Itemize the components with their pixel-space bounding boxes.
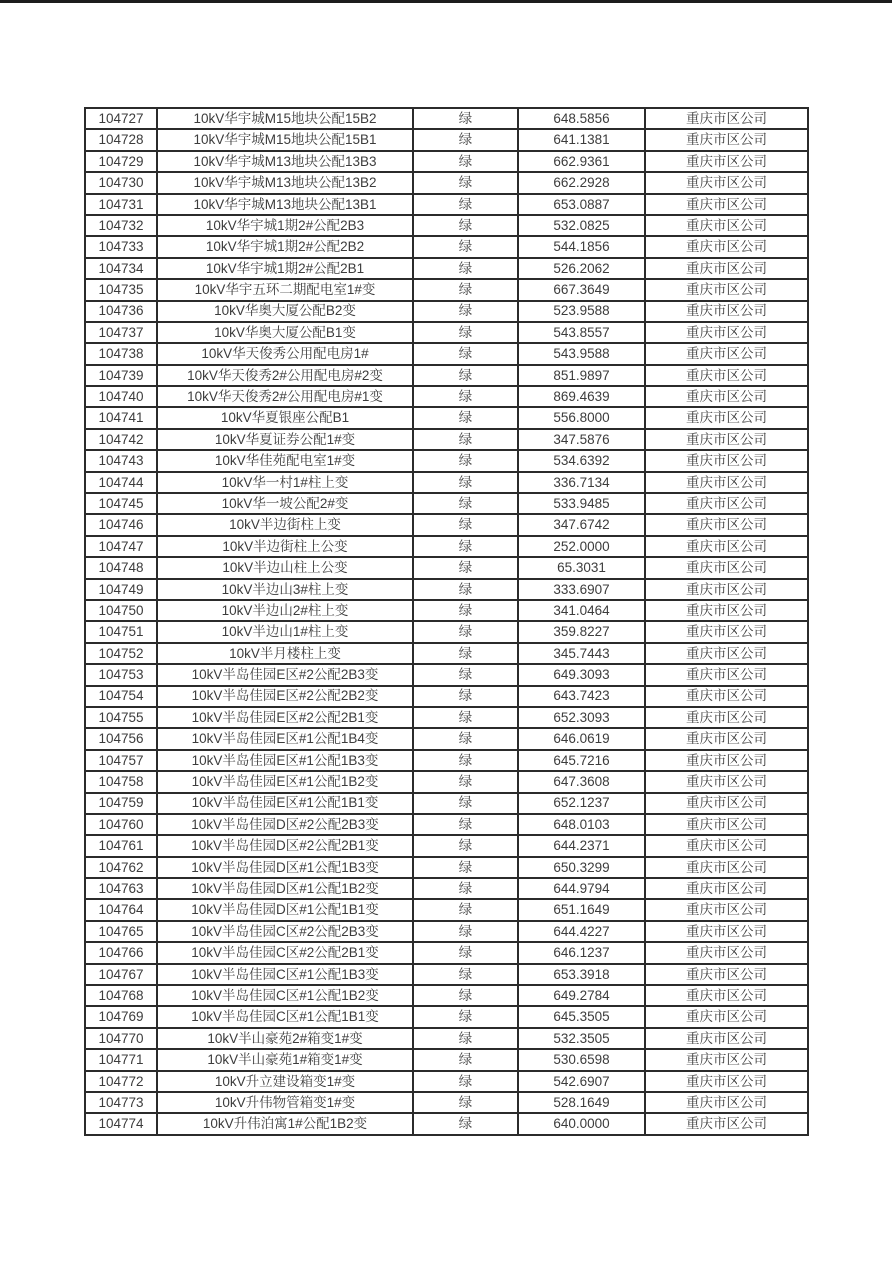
cell-company: 重庆市区公司 [645, 514, 808, 535]
cell-id: 104727 [85, 108, 157, 129]
cell-status: 绿 [413, 386, 518, 407]
cell-company: 重庆市区公司 [645, 899, 808, 920]
table-row [85, 322, 808, 343]
cell-status: 绿 [413, 536, 518, 557]
cell-status: 绿 [413, 600, 518, 621]
cell-status: 绿 [413, 108, 518, 129]
cell-name: 10kV半月楼柱上变 [157, 643, 413, 664]
cell-id: 104757 [85, 750, 157, 771]
cell-name: 10kV华宇五环二期配电室1#变 [157, 279, 413, 300]
cell-id: 104734 [85, 258, 157, 279]
cell-status: 绿 [413, 1092, 518, 1113]
cell-company: 重庆市区公司 [645, 942, 808, 963]
cell-value: 662.2928 [518, 172, 645, 193]
cell-id: 104749 [85, 579, 157, 600]
cell-company: 重庆市区公司 [645, 1028, 808, 1049]
cell-id: 104758 [85, 771, 157, 792]
cell-status: 绿 [413, 835, 518, 856]
cell-company: 重庆市区公司 [645, 964, 808, 985]
cell-value: 653.3918 [518, 964, 645, 985]
cell-id: 104763 [85, 878, 157, 899]
cell-id: 104737 [85, 322, 157, 343]
cell-value: 542.6907 [518, 1071, 645, 1092]
cell-value: 65.3031 [518, 557, 645, 578]
cell-status: 绿 [413, 793, 518, 814]
cell-status: 绿 [413, 514, 518, 535]
cell-id: 104735 [85, 279, 157, 300]
cell-name: 10kV半岛佳园D区#2公配2B3变 [157, 814, 413, 835]
cell-name: 10kV半边街柱上变 [157, 514, 413, 535]
cell-company: 重庆市区公司 [645, 1092, 808, 1113]
cell-id: 104747 [85, 536, 157, 557]
cell-value: 345.7443 [518, 643, 645, 664]
cell-status: 绿 [413, 151, 518, 172]
cell-id: 104761 [85, 835, 157, 856]
cell-name: 10kV半岛佳园E区#2公配2B3变 [157, 664, 413, 685]
cell-name: 10kV华佳苑配电室1#变 [157, 450, 413, 471]
cell-company: 重庆市区公司 [645, 194, 808, 215]
table-row [85, 686, 808, 707]
cell-value: 543.9588 [518, 343, 645, 364]
cell-name: 10kV华一坡公配2#变 [157, 493, 413, 514]
cell-id: 104733 [85, 236, 157, 257]
cell-id: 104741 [85, 407, 157, 428]
table-row [85, 1006, 808, 1027]
table-row [85, 814, 808, 835]
cell-value: 667.3649 [518, 279, 645, 300]
cell-id: 104748 [85, 557, 157, 578]
cell-value: 644.2371 [518, 835, 645, 856]
cell-id: 104729 [85, 151, 157, 172]
cell-name: 10kV华宇城1期2#公配2B1 [157, 258, 413, 279]
cell-name: 10kV升伟泊寓1#公配1B2变 [157, 1113, 413, 1134]
cell-name: 10kV半岛佳园E区#1公配1B3变 [157, 750, 413, 771]
cell-value: 528.1649 [518, 1092, 645, 1113]
cell-value: 643.7423 [518, 686, 645, 707]
cell-id: 104765 [85, 921, 157, 942]
cell-company: 重庆市区公司 [645, 921, 808, 942]
cell-status: 绿 [413, 279, 518, 300]
cell-company: 重庆市区公司 [645, 172, 808, 193]
cell-name: 10kV半山豪苑2#箱变1#变 [157, 1028, 413, 1049]
cell-status: 绿 [413, 258, 518, 279]
cell-value: 652.3093 [518, 707, 645, 728]
table-row [85, 172, 808, 193]
cell-company: 重庆市区公司 [645, 1071, 808, 1092]
cell-id: 104754 [85, 686, 157, 707]
table-row [85, 365, 808, 386]
cell-id: 104746 [85, 514, 157, 535]
cell-id: 104756 [85, 728, 157, 749]
cell-value: 653.0887 [518, 194, 645, 215]
cell-status: 绿 [413, 921, 518, 942]
cell-id: 104764 [85, 899, 157, 920]
cell-name: 10kV半岛佳园D区#1公配1B2变 [157, 878, 413, 899]
table-row [85, 472, 808, 493]
cell-status: 绿 [413, 450, 518, 471]
cell-id: 104768 [85, 985, 157, 1006]
cell-value: 644.9794 [518, 878, 645, 899]
cell-value: 648.0103 [518, 814, 645, 835]
cell-name: 10kV华天俊秀2#公用配电房#2变 [157, 365, 413, 386]
table-row [85, 215, 808, 236]
table-row [85, 194, 808, 215]
cell-id: 104751 [85, 621, 157, 642]
cell-name: 10kV半边山3#柱上变 [157, 579, 413, 600]
table-row [85, 621, 808, 642]
cell-id: 104738 [85, 343, 157, 364]
table-row [85, 942, 808, 963]
cell-company: 重庆市区公司 [645, 557, 808, 578]
cell-id: 104773 [85, 1092, 157, 1113]
cell-name: 10kV华宇城M15地块公配15B1 [157, 129, 413, 150]
table-row [85, 878, 808, 899]
cell-value: 347.5876 [518, 429, 645, 450]
table-row [85, 985, 808, 1006]
cell-name: 10kV华一村1#柱上变 [157, 472, 413, 493]
cell-name: 10kV华天俊秀2#公用配电房#1变 [157, 386, 413, 407]
table-row [85, 1049, 808, 1070]
cell-company: 重庆市区公司 [645, 407, 808, 428]
cell-status: 绿 [413, 878, 518, 899]
cell-id: 104774 [85, 1113, 157, 1134]
cell-company: 重庆市区公司 [645, 236, 808, 257]
cell-id: 104755 [85, 707, 157, 728]
cell-company: 重庆市区公司 [645, 322, 808, 343]
cell-id: 104771 [85, 1049, 157, 1070]
cell-name: 10kV华宇城M13地块公配13B2 [157, 172, 413, 193]
cell-status: 绿 [413, 664, 518, 685]
cell-status: 绿 [413, 1006, 518, 1027]
cell-id: 104762 [85, 857, 157, 878]
cell-company: 重庆市区公司 [645, 600, 808, 621]
cell-company: 重庆市区公司 [645, 1113, 808, 1134]
cell-status: 绿 [413, 407, 518, 428]
cell-company: 重庆市区公司 [645, 151, 808, 172]
cell-status: 绿 [413, 1028, 518, 1049]
table-row [85, 536, 808, 557]
cell-name: 10kV华宇城1期2#公配2B3 [157, 215, 413, 236]
cell-value: 530.6598 [518, 1049, 645, 1070]
cell-name: 10kV半岛佳园E区#1公配1B1变 [157, 793, 413, 814]
cell-status: 绿 [413, 301, 518, 322]
cell-value: 646.1237 [518, 942, 645, 963]
table-row [85, 557, 808, 578]
cell-name: 10kV华夏银座公配B1 [157, 407, 413, 428]
cell-id: 104772 [85, 1071, 157, 1092]
cell-company: 重庆市区公司 [645, 857, 808, 878]
cell-status: 绿 [413, 707, 518, 728]
cell-value: 851.9897 [518, 365, 645, 386]
cell-value: 644.4227 [518, 921, 645, 942]
cell-name: 10kV华宇城M15地块公配15B2 [157, 108, 413, 129]
cell-value: 341.0464 [518, 600, 645, 621]
cell-id: 104767 [85, 964, 157, 985]
page-top-edge [0, 0, 892, 3]
cell-status: 绿 [413, 343, 518, 364]
table-row [85, 1028, 808, 1049]
cell-value: 649.2784 [518, 985, 645, 1006]
cell-status: 绿 [413, 1071, 518, 1092]
cell-id: 104743 [85, 450, 157, 471]
table-row [85, 921, 808, 942]
table-row [85, 236, 808, 257]
cell-status: 绿 [413, 1113, 518, 1134]
cell-value: 359.8227 [518, 621, 645, 642]
cell-id: 104745 [85, 493, 157, 514]
cell-status: 绿 [413, 365, 518, 386]
cell-id: 104736 [85, 301, 157, 322]
table-row [85, 793, 808, 814]
table-row [85, 1071, 808, 1092]
cell-name: 10kV半边山柱上公变 [157, 557, 413, 578]
cell-value: 336.7134 [518, 472, 645, 493]
table-row [85, 108, 808, 129]
table-row [85, 493, 808, 514]
cell-company: 重庆市区公司 [645, 707, 808, 728]
cell-company: 重庆市区公司 [645, 365, 808, 386]
cell-value: 532.3505 [518, 1028, 645, 1049]
cell-company: 重庆市区公司 [645, 728, 808, 749]
cell-company: 重庆市区公司 [645, 750, 808, 771]
cell-id: 104742 [85, 429, 157, 450]
table-row [85, 643, 808, 664]
cell-name: 10kV半岛佳园E区#1公配1B2变 [157, 771, 413, 792]
cell-name: 10kV半边街柱上公变 [157, 536, 413, 557]
cell-value: 641.1381 [518, 129, 645, 150]
table-row [85, 1092, 808, 1113]
cell-id: 104753 [85, 664, 157, 685]
table-row [85, 429, 808, 450]
cell-value: 648.5856 [518, 108, 645, 129]
cell-name: 10kV华奥大厦公配B1变 [157, 322, 413, 343]
cell-company: 重庆市区公司 [645, 108, 808, 129]
table-row [85, 771, 808, 792]
cell-company: 重庆市区公司 [645, 579, 808, 600]
cell-value: 347.6742 [518, 514, 645, 535]
cell-company: 重庆市区公司 [645, 429, 808, 450]
cell-name: 10kV半岛佳园C区#1公配1B3变 [157, 964, 413, 985]
table-row [85, 750, 808, 771]
cell-status: 绿 [413, 985, 518, 1006]
cell-status: 绿 [413, 964, 518, 985]
cell-name: 10kV华奥大厦公配B2变 [157, 301, 413, 322]
cell-company: 重庆市区公司 [645, 771, 808, 792]
cell-name: 10kV升立建设箱变1#变 [157, 1071, 413, 1092]
cell-status: 绿 [413, 771, 518, 792]
cell-id: 104728 [85, 129, 157, 150]
cell-status: 绿 [413, 129, 518, 150]
cell-status: 绿 [413, 621, 518, 642]
cell-name: 10kV华宇城1期2#公配2B2 [157, 236, 413, 257]
cell-status: 绿 [413, 493, 518, 514]
table-row [85, 899, 808, 920]
table-row [85, 151, 808, 172]
cell-name: 10kV半岛佳园E区#2公配2B1变 [157, 707, 413, 728]
cell-name: 10kV半边山1#柱上变 [157, 621, 413, 642]
cell-company: 重庆市区公司 [645, 472, 808, 493]
cell-id: 104766 [85, 942, 157, 963]
cell-value: 532.0825 [518, 215, 645, 236]
cell-id: 104752 [85, 643, 157, 664]
table-row [85, 728, 808, 749]
cell-status: 绿 [413, 472, 518, 493]
cell-company: 重庆市区公司 [645, 664, 808, 685]
table-row [85, 279, 808, 300]
cell-value: 645.7216 [518, 750, 645, 771]
table-row [85, 857, 808, 878]
cell-company: 重庆市区公司 [645, 215, 808, 236]
cell-name: 10kV华夏证券公配1#变 [157, 429, 413, 450]
cell-value: 252.0000 [518, 536, 645, 557]
cell-name: 10kV半山豪苑1#箱变1#变 [157, 1049, 413, 1070]
table-row [85, 835, 808, 856]
table-row [85, 258, 808, 279]
cell-id: 104731 [85, 194, 157, 215]
table-row [85, 514, 808, 535]
cell-status: 绿 [413, 942, 518, 963]
cell-id: 104770 [85, 1028, 157, 1049]
cell-value: 543.8557 [518, 322, 645, 343]
cell-company: 重庆市区公司 [645, 621, 808, 642]
cell-name: 10kV升伟物管箱变1#变 [157, 1092, 413, 1113]
cell-status: 绿 [413, 857, 518, 878]
cell-company: 重庆市区公司 [645, 1006, 808, 1027]
cell-company: 重庆市区公司 [645, 643, 808, 664]
cell-value: 523.9588 [518, 301, 645, 322]
cell-id: 104769 [85, 1006, 157, 1027]
cell-company: 重庆市区公司 [645, 536, 808, 557]
table-row [85, 600, 808, 621]
cell-status: 绿 [413, 236, 518, 257]
cell-name: 10kV华宇城M13地块公配13B1 [157, 194, 413, 215]
cell-value: 662.9361 [518, 151, 645, 172]
cell-value: 645.3505 [518, 1006, 645, 1027]
cell-value: 651.1649 [518, 899, 645, 920]
cell-id: 104759 [85, 793, 157, 814]
cell-company: 重庆市区公司 [645, 129, 808, 150]
cell-company: 重庆市区公司 [645, 878, 808, 899]
cell-company: 重庆市区公司 [645, 258, 808, 279]
cell-value: 534.6392 [518, 450, 645, 471]
table-row [85, 1113, 808, 1134]
cell-value: 869.4639 [518, 386, 645, 407]
cell-status: 绿 [413, 814, 518, 835]
cell-name: 10kV半岛佳园C区#2公配2B3变 [157, 921, 413, 942]
cell-company: 重庆市区公司 [645, 386, 808, 407]
cell-id: 104730 [85, 172, 157, 193]
cell-value: 649.3093 [518, 664, 645, 685]
table-row [85, 129, 808, 150]
cell-value: 533.9485 [518, 493, 645, 514]
cell-value: 652.1237 [518, 793, 645, 814]
cell-company: 重庆市区公司 [645, 343, 808, 364]
cell-id: 104760 [85, 814, 157, 835]
transformer-data-table [84, 107, 809, 1136]
cell-name: 10kV半岛佳园D区#1公配1B1变 [157, 899, 413, 920]
cell-name: 10kV半岛佳园D区#2公配2B1变 [157, 835, 413, 856]
cell-company: 重庆市区公司 [645, 793, 808, 814]
cell-value: 646.0619 [518, 728, 645, 749]
table-row [85, 343, 808, 364]
cell-status: 绿 [413, 750, 518, 771]
cell-name: 10kV半岛佳园E区#2公配2B2变 [157, 686, 413, 707]
table-row [85, 407, 808, 428]
cell-status: 绿 [413, 728, 518, 749]
cell-name: 10kV华宇城M13地块公配13B3 [157, 151, 413, 172]
cell-status: 绿 [413, 579, 518, 600]
table-row [85, 579, 808, 600]
cell-value: 650.3299 [518, 857, 645, 878]
table-row [85, 301, 808, 322]
cell-id: 104744 [85, 472, 157, 493]
cell-status: 绿 [413, 172, 518, 193]
cell-status: 绿 [413, 429, 518, 450]
cell-status: 绿 [413, 643, 518, 664]
cell-company: 重庆市区公司 [645, 1049, 808, 1070]
cell-value: 526.2062 [518, 258, 645, 279]
table-row [85, 964, 808, 985]
cell-company: 重庆市区公司 [645, 493, 808, 514]
cell-value: 647.3608 [518, 771, 645, 792]
cell-status: 绿 [413, 899, 518, 920]
cell-company: 重庆市区公司 [645, 985, 808, 1006]
cell-id: 104740 [85, 386, 157, 407]
cell-status: 绿 [413, 686, 518, 707]
table-body [85, 108, 808, 1135]
cell-value: 544.1856 [518, 236, 645, 257]
cell-status: 绿 [413, 557, 518, 578]
cell-company: 重庆市区公司 [645, 686, 808, 707]
cell-company: 重庆市区公司 [645, 301, 808, 322]
cell-name: 10kV半岛佳园D区#1公配1B3变 [157, 857, 413, 878]
cell-value: 333.6907 [518, 579, 645, 600]
cell-name: 10kV半岛佳园E区#1公配1B4变 [157, 728, 413, 749]
cell-status: 绿 [413, 215, 518, 236]
cell-company: 重庆市区公司 [645, 450, 808, 471]
cell-status: 绿 [413, 194, 518, 215]
cell-name: 10kV半岛佳园C区#1公配1B2变 [157, 985, 413, 1006]
table-row [85, 386, 808, 407]
cell-status: 绿 [413, 322, 518, 343]
cell-id: 104750 [85, 600, 157, 621]
cell-name: 10kV半边山2#柱上变 [157, 600, 413, 621]
cell-company: 重庆市区公司 [645, 279, 808, 300]
cell-company: 重庆市区公司 [645, 835, 808, 856]
cell-company: 重庆市区公司 [645, 814, 808, 835]
cell-id: 104732 [85, 215, 157, 236]
cell-name: 10kV半岛佳园C区#2公配2B1变 [157, 942, 413, 963]
cell-value: 640.0000 [518, 1113, 645, 1134]
cell-status: 绿 [413, 1049, 518, 1070]
cell-id: 104739 [85, 365, 157, 386]
table-row [85, 664, 808, 685]
cell-name: 10kV华天俊秀公用配电房1# [157, 343, 413, 364]
cell-name: 10kV半岛佳园C区#1公配1B1变 [157, 1006, 413, 1027]
cell-value: 556.8000 [518, 407, 645, 428]
table-row [85, 707, 808, 728]
table-row [85, 450, 808, 471]
